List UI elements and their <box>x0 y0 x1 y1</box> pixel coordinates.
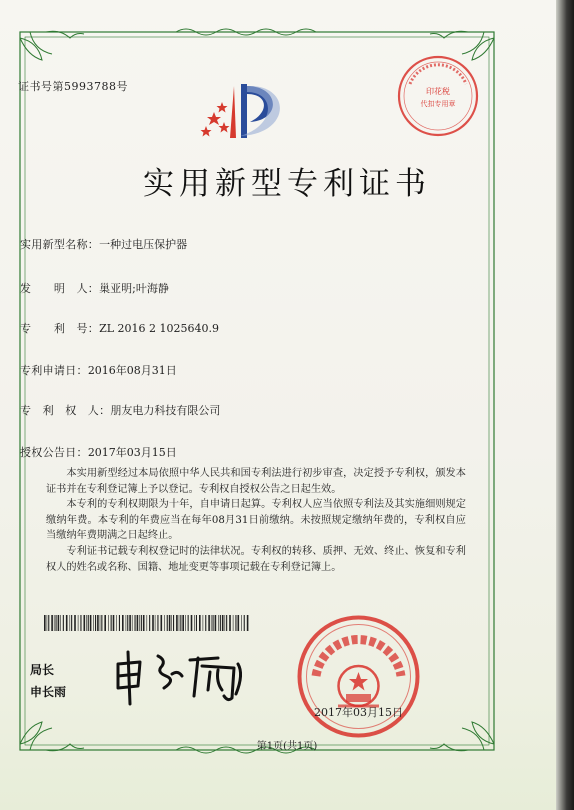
field-value: 2016年08月31日 <box>87 364 177 377</box>
field-value: 朋友电力科技有限公司 <box>110 404 221 417</box>
field-label: 专 利 号： <box>20 322 100 335</box>
page-title: 实用新型专利证书 <box>143 166 431 202</box>
body-paragraph-3: 专利证书记载专利权登记时的法律状况。专利权的转移、质押、无效、终止、恢复和专利权人的姓名或名称、国籍、地址变更等事项记载在专利登记簿上。 <box>46 545 466 573</box>
page-footer: 第1页(共1页) <box>256 741 318 752</box>
director-title: 局长 <box>30 663 55 677</box>
patent-office-logo <box>200 82 292 144</box>
field-patentee <box>20 402 220 418</box>
body-paragraph-2: 本专利的专利权期限为十年，自申请日起算。专利权人应当依照专利法及其实施细则规定缴纳年费。本专利的年费应当在每年08月31日前缴纳。未按照规定缴纳年费的，专利权自应当缴纳年费期满之日起终止。 <box>46 499 466 542</box>
field-value: 一种过电压保护器 <box>99 238 188 251</box>
field-label: 专利申请日： <box>20 364 88 377</box>
field-inventor <box>20 280 169 296</box>
field-label: 授权公告日： <box>20 446 88 459</box>
field-value: ZL 2016 2 1025640.9 <box>99 322 220 335</box>
barcode <box>44 615 250 631</box>
field-application-date <box>20 362 177 378</box>
tax-seal-stamp <box>396 54 480 138</box>
field-label: 实用新型名称： <box>20 238 100 251</box>
director-signature <box>106 646 256 706</box>
body-paragraph-1: 本实用新型经过本局依照中华人民共和国专利法进行初步审查，决定授予专利权，颁发本证书并在专利登记簿上予以登记。专利权自授权公告之日起生效。 <box>46 468 466 495</box>
field-value: 巢亚明;叶海静 <box>99 282 169 295</box>
field-utility-name <box>20 236 187 252</box>
field-value: 2017年03月15日 <box>87 446 177 459</box>
national-ip-seal <box>296 614 421 739</box>
certificate-body <box>46 466 466 575</box>
scan-edge <box>556 0 574 810</box>
certificate-number: 证书号第5993788号 <box>18 80 128 93</box>
field-label: 专 利 权 人： <box>20 404 111 417</box>
seal-date: 2017年03月15日 <box>314 706 403 719</box>
director-name: 申长雨 <box>30 685 67 699</box>
seal-text-1: 印花税 <box>426 87 450 96</box>
field-grant-date <box>20 444 177 460</box>
seal-text-2: 代扣专用章 <box>420 100 456 108</box>
field-label: 发 明 人： <box>20 282 100 295</box>
field-patent-number <box>20 320 219 336</box>
